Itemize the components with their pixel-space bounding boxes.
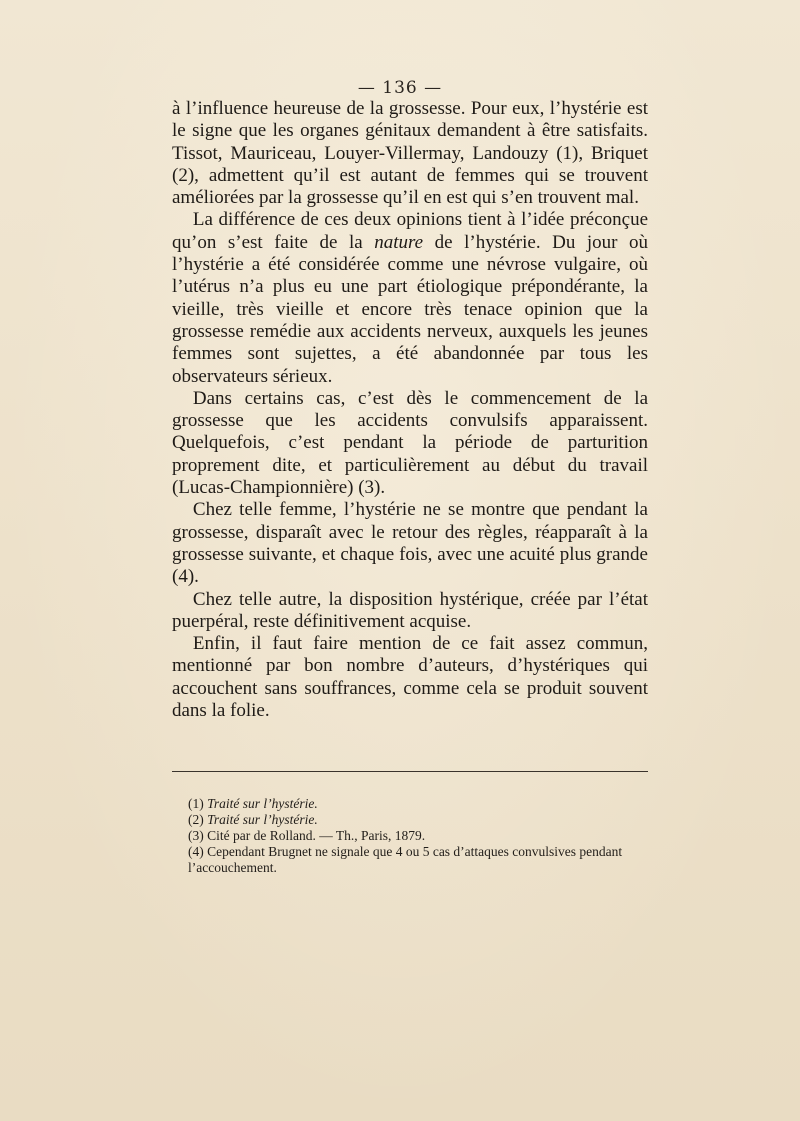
footnote-4: [188, 844, 648, 876]
paragraph-2-part-1: La différence de ces deux opinions tient à l’idée préconçue qu’on s’est faite de la: [172, 209, 648, 253]
body-text: [172, 98, 648, 722]
paragraph-2-part-2: de l’hystérie. Du jour où l’hystérie a été considérée comme une névrose vulgaire, où l’utérus n’a plus eu une part étiologique prépondérante, la vieille, très vieille et encore très tenace opinion que la grossesse remédie aux accidents nerveux, auxquels les jeunes femmes sont sujettes, a été abandonnée par tous les observateurs sérieux.: [172, 231, 649, 387]
footnote-1-text: Traité sur l’hystérie.: [207, 796, 318, 811]
paragraph-3: Dans certains cas, c’est dès le commencement de la grossesse que les accidents convulsifs apparaissent. Quelquefois, c’est pendant la période de parturition proprement dite, et particulièrement au début du travail (Lucas-Championnière) (3).: [172, 387, 648, 499]
italic-word-nature: nature: [374, 231, 424, 253]
footnote-2-text: Traité sur l’hystérie.: [207, 812, 318, 827]
footnote-1-number: (1): [188, 796, 204, 811]
footnote-divider: [172, 771, 648, 772]
paragraph-2: [172, 209, 648, 387]
footnote-1: [188, 796, 648, 812]
paragraph-4: Chez telle femme, l’hystérie ne se montre que pendant la grossesse, disparaît avec le retour des règles, réapparaît à la grossesse suivante, et chaque fois, avec une acuité plus grande (4).: [172, 499, 648, 588]
footnote-3-text: Cité par de Rolland. — Th., Paris, 1879.: [207, 828, 426, 843]
footnote-4-number: (4): [188, 844, 204, 859]
footnote-4-text: Cependant Brugnet ne signale que 4 ou 5 cas d’attaques convulsives pendant l’accouchement.: [188, 844, 623, 875]
paragraph-5: Chez telle autre, la disposition hystérique, créée par l’état puerpéral, reste définitivement acquise.: [172, 588, 648, 632]
footnote-3: [188, 828, 648, 844]
footnote-3-number: (3): [188, 828, 204, 843]
footnote-2: [188, 812, 648, 828]
page-number: — 136 —: [357, 78, 443, 98]
footnote-2-number: (2): [188, 812, 204, 827]
paragraph-6: Enfin, il faut faire mention de ce fait assez commun, mentionné par bon nombre d’auteurs, d’hystériques qui accouchent sans souffrances, comme cela se produit souvent dans la folie.: [172, 633, 648, 722]
paragraph-1: à l’influence heureuse de la grossesse. Pour eux, l’hystérie est le signe que les organes génitaux demandent à être satisfaits. Tissot, Mauriceau, Louyer-Villermay, Landouzy (1), Briquet (2), admettent qu’il est autant de femmes qui se trouvent améliorées par la grossesse qu’il en est qui s’en trouvent mal.: [172, 98, 648, 209]
footnotes: [188, 796, 648, 876]
